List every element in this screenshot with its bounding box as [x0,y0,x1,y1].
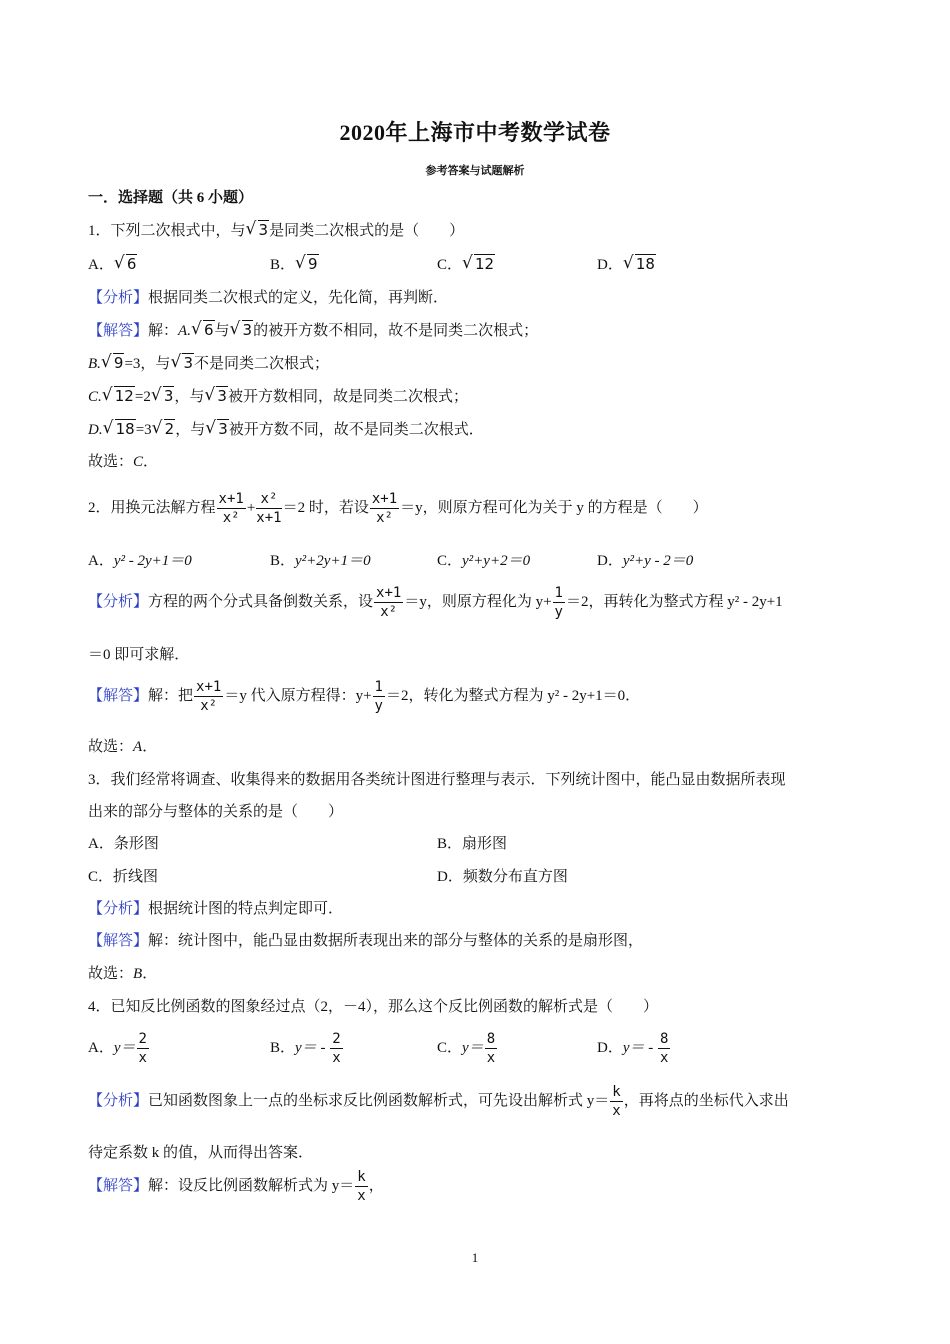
fraction: $\frac{\text{x²}}{x+1}$ [256,491,282,527]
question-4-analysis: 【分析】已知函数图象上一点的坐标求反比例函数解析式，可先设出解析式 y＝ $\frac{k}{x}$ ，再将点的坐标代入求出 [88,1084,789,1120]
question-3-option-a: A．条形图 [88,836,159,852]
question-2-option-d: D．y²+y - 2＝0 [597,553,694,569]
question-4-solution: 【解答】解：设反比例函数解析式为 y＝ $\frac{k}{x}$ ， [88,1169,384,1205]
question-4-option-a: A．y＝ $\frac{2}{x}$ [88,1031,147,1067]
page-subtitle: 参考答案与试题解析 [425,165,525,177]
analysis-tag: 【分析】 [88,1093,149,1109]
question-1-solution-a: 【解答】解：A. √ 6与 √ 3的被开方数不相同，故不是同类二次根式； [88,320,538,341]
question-1-option-c: C． √ 12 [437,254,495,275]
question-1-analysis: 【分析】根据同类二次根式的定义，先化简，再判断． [88,290,449,306]
question-3-solution: 【解答】解：统计图中，能凸显由数据所表现出来的部分与整体的关系的是扇形图， [88,933,644,949]
question-4-option-d: D．y＝ - $\frac{8}{x}$ [597,1031,669,1067]
question-1-option-a: A． √ 6 [88,254,137,275]
question-2-analysis-cont: ＝0 即可求解． [88,647,190,663]
question-4-analysis-cont: 待定系数 k 的值，从而得出答案． [88,1145,314,1161]
question-1-solution-c: C. √ 12=2 √ 3，与 √ 3被开方数相同，故是同类二次根式； [88,386,468,407]
analysis-tag: 【分析】 [88,901,149,917]
question-3-stem-line2: 出来的部分与整体的关系的是（ ） [88,804,344,820]
answer-tag: 【解答】 [88,933,149,949]
question-3-stem-line1: 3．我们经常将调查、收集得来的数据用各类统计图进行整理与表示．下列统计图中，能凸显由数据所表现 [88,772,786,788]
question-2-analysis: 【分析】方程的两个分式具备倒数关系，设 $\frac{x+1}{\text{x²}}$ ＝y，则原方程化为 y+ $\frac{1}{y}$ ＝2，再转化为整式方程 y² - 2y+1 [88,585,783,621]
page-title: 2020年上海市中考数学试卷 [339,120,611,145]
question-2-option-c: C．y²+y+2＝0 [437,553,531,569]
question-2-stem: 2．用换元法解方程 $\frac{x+1}{\text{x²}}$ + $\frac{\text{x²}}{x+1}$ ＝2 时，若设 $\frac{x+1}{\text{x²}}$ ＝y，则原方程可化为关于 y 的方程是（ ） [88,491,708,527]
question-3-option-d: D．频数分布直方图 [437,869,568,885]
question-3-option-b: B．扇形图 [437,836,508,852]
analysis-tag: 【分析】 [88,594,149,610]
section-heading: 一．选择题（共 6 小题） [88,190,254,206]
question-2-solution: 【解答】解：把 $\frac{x+1}{\text{x²}}$ ＝y 代入原方程得：y+ $\frac{1}{y}$ ＝2，转化为整式方程为 y² - 2y+1＝0． [88,679,641,715]
question-1-option-b: B． √ 9 [270,254,319,275]
question-2-option-b: B．y²+2y+1＝0 [270,553,371,569]
fraction: $\frac{x+1}{\text{x²}}$ [371,491,398,527]
question-4-stem: 4．已知反比例函数的图象经过点（2，－4），那么这个反比例函数的解析式是（ ） [88,999,659,1015]
question-1-solution-d: D. √ 18=3 √ 2，与 √ 3被开方数不同，故不是同类二次根式． [88,419,484,440]
page-number: 1 [471,1250,479,1265]
answer-tag: 【解答】 [88,323,149,339]
question-1-option-d: D． √ 18 [597,254,656,275]
question-3-conclusion: 故选：B． [88,966,158,982]
question-4-option-c: C．y＝ $\frac{8}{x}$ [437,1031,496,1067]
question-1-conclusion: 故选：C． [88,454,159,470]
answer-tag: 【解答】 [88,688,149,704]
question-3-option-c: C．折线图 [88,869,159,885]
analysis-tag: 【分析】 [88,290,149,306]
question-4-option-b: B．y＝ - $\frac{2}{x}$ [270,1031,341,1067]
fraction: $\frac{x+1}{\text{x²}}$ [218,491,244,527]
sqrt-symbol: √ 3 [246,220,270,240]
answer-tag: 【解答】 [88,1178,149,1194]
question-1-solution-b: B. √ 9=3，与 √ 3不是同类二次根式； [88,353,329,374]
question-1-stem: 1．下列二次根式中，与 √ 3是同类二次根式的是（ ） [88,220,464,241]
question-3-analysis: 【分析】根据统计图的特点判定即可． [88,901,344,917]
question-2-option-a: A．y² - 2y+1＝0 [88,553,192,569]
question-2-conclusion: 故选：A． [88,739,158,755]
